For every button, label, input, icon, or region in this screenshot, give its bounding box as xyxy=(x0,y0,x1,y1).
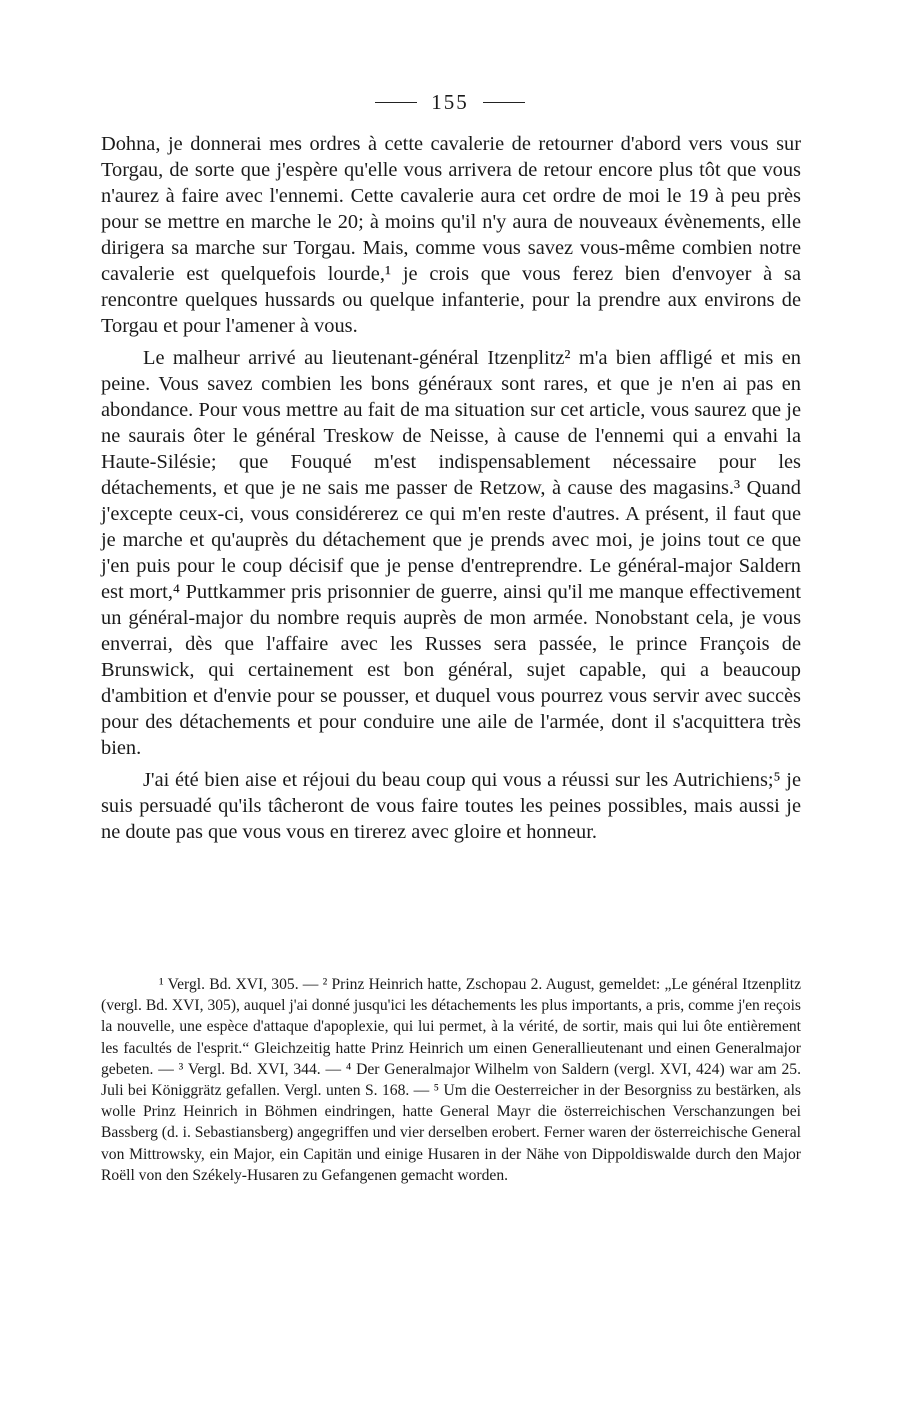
paragraph-3: J'ai été bien aise et réjoui du beau coup qui vous a réussi sur les Autrichiens;⁵ je suis persuadé qu'ils tâcheront de vous faire toutes les peines possibles, mais aussi je ne doute pas que vous vous en tirerez avec gloire et honneur. xyxy=(101,769,801,843)
paragraph-2: Le malheur arrivé au lieutenant-général Itzenplitz² m'a bien affligé et mis en peine. Vous savez combien les bons généraux sont rares, et que je n'en ai pas en abondance. Pour vous mettre au fait de ma situation sur cet article, vous saurez que je ne saurais ôter le général Treskow de Neisse, à cause de l'ennemi qui a envahi la Haute-Silésie; que Fouqué m'est indispensablement nécessaire pour les détachements, et que je ne sais me passer de Retzow, à cause des magasins.³ Quand j'excepte ceux-ci, vous considérerez ce qui m'en reste d'autres. A présent, il faut que je marche et qu'auprès du détachement que je prends avec moi, je joins tout ce que j'en puis pour le coup décisif que je pense d'entreprendre. Le général-major Saldern est mort,⁴ Puttkammer pris prisonnier de guerre, ainsi qu'il me manque effectivement un général-major du nombre requis auprès de mon armée. Nonobstant cela, je vous enverrai, dès que l'affaire avec les Russes sera passée, le prince François de Brunswick, qui certainement est bon général, sujet capable, qui a beaucoup d'ambition et d'envie pour se pousser, et duquel vous pourrez vous servir avec succès pour des détachements et pour conduire une aile de l'armée, dont il s'acquittera très bien. xyxy=(101,347,801,759)
page-number: 155 xyxy=(431,89,469,114)
paragraph-1: Dohna, je donnerai mes ordres à cette cavalerie de retourner d'abord vers vous sur Torgau, de sorte que j'espère qu'elle vous arrivera de retour encore plus tôt que vous n'aurez à faire avec l'ennemi. Cette cavalerie aura cet ordre de moi le 19 à peu près pour se mettre en marche le 20; à moins qu'il n'y aura de nouveaux évènements, elle dirigera sa marche sur Torgau. Mais, comme vous savez vous-même combien notre cavalerie est quelquefois lourde,¹ je crois que vous ferez bien d'envoyer à sa rencontre quelques hussards ou quelque infanterie, pour la prendre aux environs de Torgau et pour l'amener à vous. xyxy=(101,133,801,337)
page-header xyxy=(0,86,900,118)
header-rule-left xyxy=(375,102,417,103)
letter-body xyxy=(101,131,801,851)
header-rule-right xyxy=(483,102,525,103)
footnote-text: ¹ Vergl. Bd. XVI, 305. — ² Prinz Heinrich hatte, Zschopau 2. August, gemeldet: „Le général Itzenplitz (vergl. Bd. XVI, 305), auquel j'ai donné jusqu'ici les détachements les plus importants, a pris, comme j'en reçois la nouvelle, une espèce d'attaque d'apoplexie, qui lui permet, à la vérité, de sortir, mais qui lui ôte entièrement les facultés de l'esprit.“ Gleichzeitig hatte Prinz Heinrich um einen Generallieutenant und einen Generalmajor gebeten. — ³ Vergl. Bd. XVI, 344. — ⁴ Der Generalmajor Wilhelm von Saldern (vergl. XVI, 424) war am 25. Juli bei Königgrätz gefallen. Vergl. unten S. 168. — ⁵ Um die Oesterreicher in der Besorgniss zu bestärken, als wolle Prinz Heinrich in Böhmen eindringen, hatte General Mayr die österreichischen Verschanzungen bei Bassberg (d. i. Sebastiansberg) angegriffen und vier derselben erobert. Ferner waren der österreichische General von Mittrowsky, ein Major, ein Capitän und einige Husaren in der Nähe von Dippoldiswalde durch den Major Roëll von den Székely-Husaren zu Gefangenen gemacht worden. xyxy=(101,976,801,1184)
footnotes xyxy=(101,974,801,1186)
